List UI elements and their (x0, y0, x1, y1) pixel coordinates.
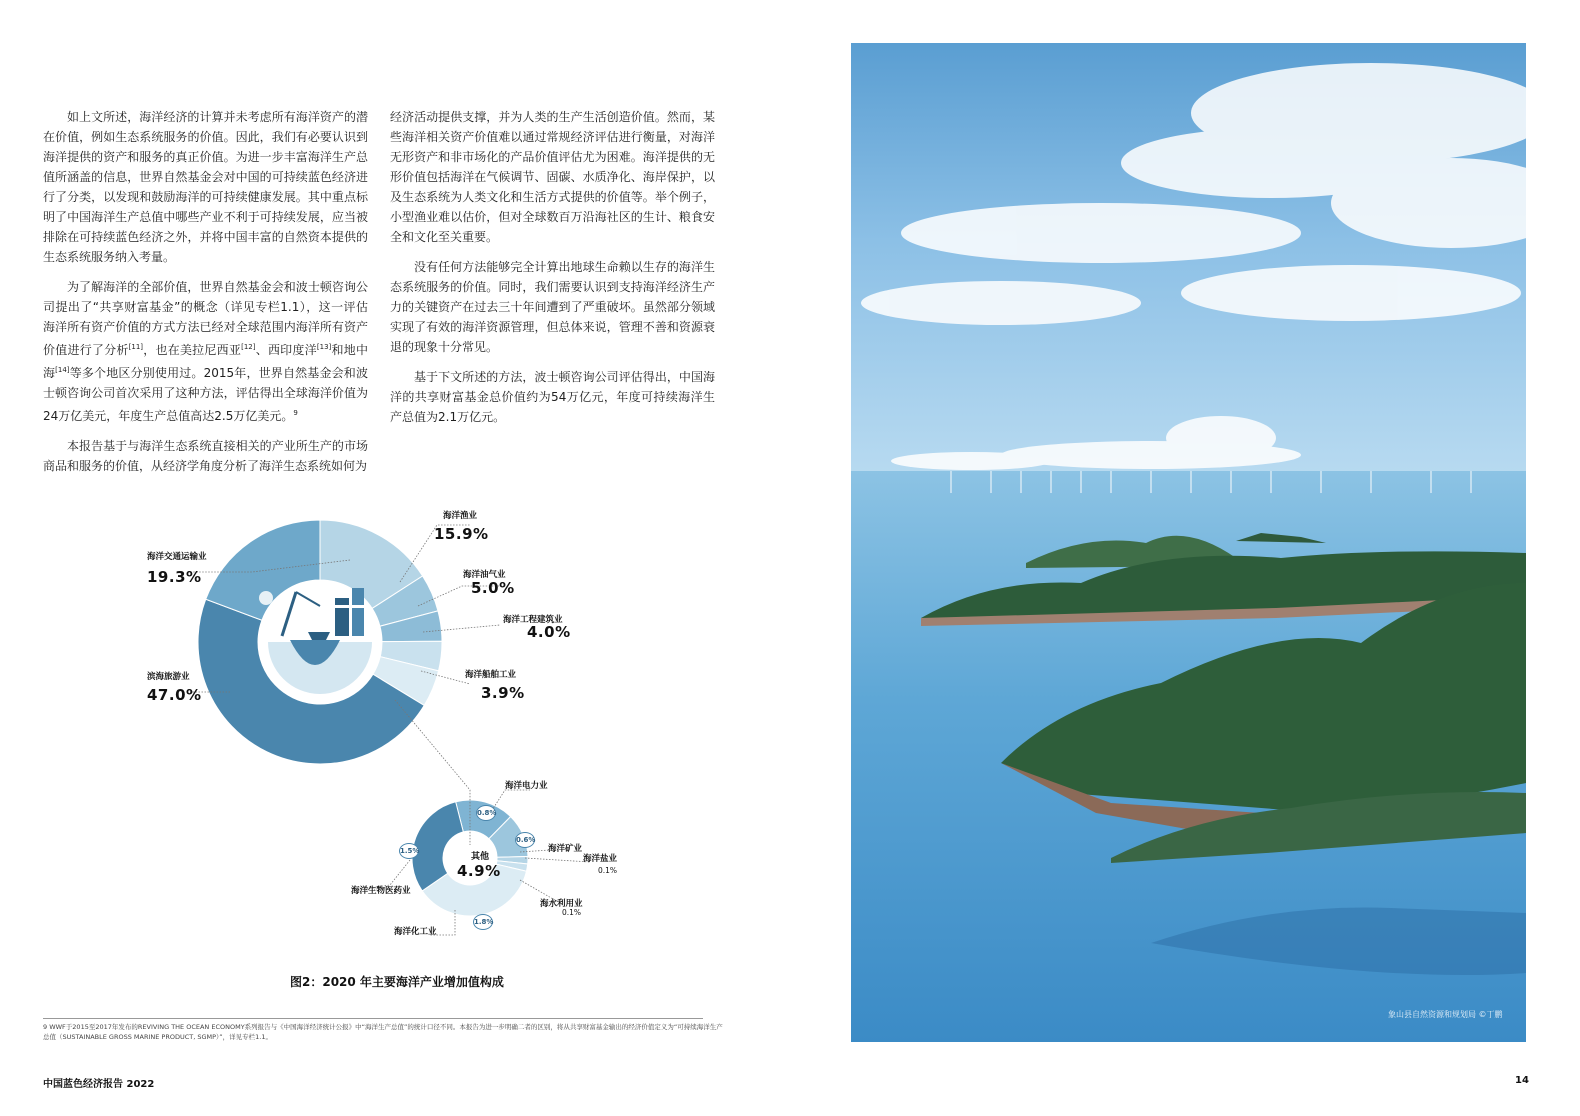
label-mining: 海洋矿业 (548, 844, 583, 854)
page-number: 14 (1515, 1075, 1529, 1086)
coastal-islands-photo (851, 43, 1526, 1042)
paragraph: 如上文所述，海洋经济的计算并未考虑所有海洋资产的潜在价值，例如生态系统服务的价值。因此，我们有必要认识到海洋提供的资产和服务的真正价值。为进一步丰富海洋生产总值所涵盖的信息，世界自然基金会对中国的可持续蓝色经济进行了分类，以发现和鼓励海洋的可持续健康发展。其中重点标明了中国海洋生产总值中哪些产业不利于可持续发展，应当被排除在可持续蓝色经济之外，并将中国丰富的自然资本提供的生态系统服务纳入考量。 (43, 110, 368, 264)
paragraph: 没有任何方法能够完全计算出地球生命赖以生存的海洋生态系统服务的价值。同时，我们需要认识到支持海洋经济生产力的关键资产在过去三十年间遭到了严重破坏。虽然部分领域实现了有效的海洋资源管理，但总体来说，管理不善和资源衰退的现象十分常见。 (390, 260, 715, 354)
bubble-mining: 0.6% (515, 832, 535, 848)
footnote: 9 WWF于2015至2017年发布的REVIVING THE OCEAN ECONOMY系列报告与《中国海洋经济统计公报》中“海洋生产总值”的统计口径不同。本报告为进一步明确二者的区别，将从共享财富基金输出的经济价值定义为“可持续海洋生产总值（SUSTAINABLE GROSS MARINE PRODUCT, SGMP）”，详见专栏1.1。 (43, 1023, 723, 1041)
label-transport: 海洋交通运输业 (147, 552, 207, 562)
paragraph: 本报告基于与海洋生态系统直接相关的产业所生产的市场商品和服务的价值，从经济学角度分析了海洋生态系统如何为 (43, 439, 368, 473)
value-oil-gas: 5.0% (471, 579, 515, 597)
bubble-chemical: 1.8% (473, 914, 493, 930)
photo-illustration (851, 43, 1526, 1042)
label-biomedicine: 海洋生物医药业 (351, 886, 411, 896)
label-desalination: 海水利用业 (540, 899, 583, 909)
value-shipbuilding: 3.9% (481, 684, 525, 702)
value-other: 4.9% (457, 862, 501, 880)
label-shipbuilding: 海洋船舶工业 (465, 670, 517, 680)
label-chemical: 海洋化工业 (394, 927, 437, 937)
paragraph: 为了解海洋的全部价值，世界自然基金会和波士顿咨询公司提出了“共享财富基金”的概念（详见专栏1.1），这一评估海洋所有资产价值的方式方法已经对全球范围内海洋所有资产价值进行了分析[11]，也在美拉尼西亚[12]、西印度洋[13]和地中海[14]等多个地区分别使用过。2015年，世界自然基金会和波士顿咨询公司首次采用了这种方法，评估得出全球海洋价值为24万亿美元，年度生产总值高达2.5万亿美元。$^9$ (43, 280, 368, 423)
label-oil-gas: 海洋油气业 (463, 570, 506, 580)
label-other: 其他 (471, 852, 490, 862)
report-title: 中国蓝色经济报告 2022 (43, 1079, 155, 1090)
label-tourism: 滨海旅游业 (147, 672, 190, 682)
paragraph: 经济活动提供支撑，并为人类的生产生活创造价值。然而，某些海洋相关资产价值难以通过常规经济评估进行衡量，对海洋无形资产和非市场化的产品价值评估尤为困难。海洋提供的无形价值包括海洋在气候调节、固碳、水质净化、海岸保护，以及生态系统为人类文化和生活方式提供的价值等。举个例子，小型渔业难以估价，但对全球数百万沿海社区的生计、粮食安全和文化至关重要。 (390, 110, 715, 244)
photo-credit: 象山县自然资源和规划局 ©丁鹏 (1388, 1010, 1503, 1019)
label-salt: 海洋盐业 (583, 854, 618, 864)
bubble-power: 0.8% (476, 805, 496, 821)
bubble-biomedicine: 1.5% (399, 843, 419, 859)
ocean-industry-illustration (258, 580, 382, 704)
value-engineering: 4.0% (527, 623, 571, 641)
value-fishery: 15.9% (434, 525, 489, 543)
chart-caption: 图2：2020 年主要海洋产业增加值构成 (290, 975, 504, 989)
value-desalination: 0.1% (562, 908, 582, 917)
paragraph: 基于下文所述的方法，波士顿咨询公司评估得出，中国海洋的共享财富基金总价值约为54万亿元，年度可持续海洋生产总值为2.1万亿元。 (390, 370, 715, 424)
right-text-column (390, 107, 715, 437)
value-tourism: 47.0% (147, 686, 202, 704)
left-text-column (43, 107, 368, 486)
value-transport: 19.3% (147, 568, 202, 586)
label-engineering: 海洋工程建筑业 (503, 615, 563, 625)
value-salt: 0.1% (598, 866, 618, 875)
label-power: 海洋电力业 (505, 781, 548, 791)
footnote-divider (43, 1018, 703, 1019)
label-fishery: 海洋渔业 (443, 511, 478, 521)
